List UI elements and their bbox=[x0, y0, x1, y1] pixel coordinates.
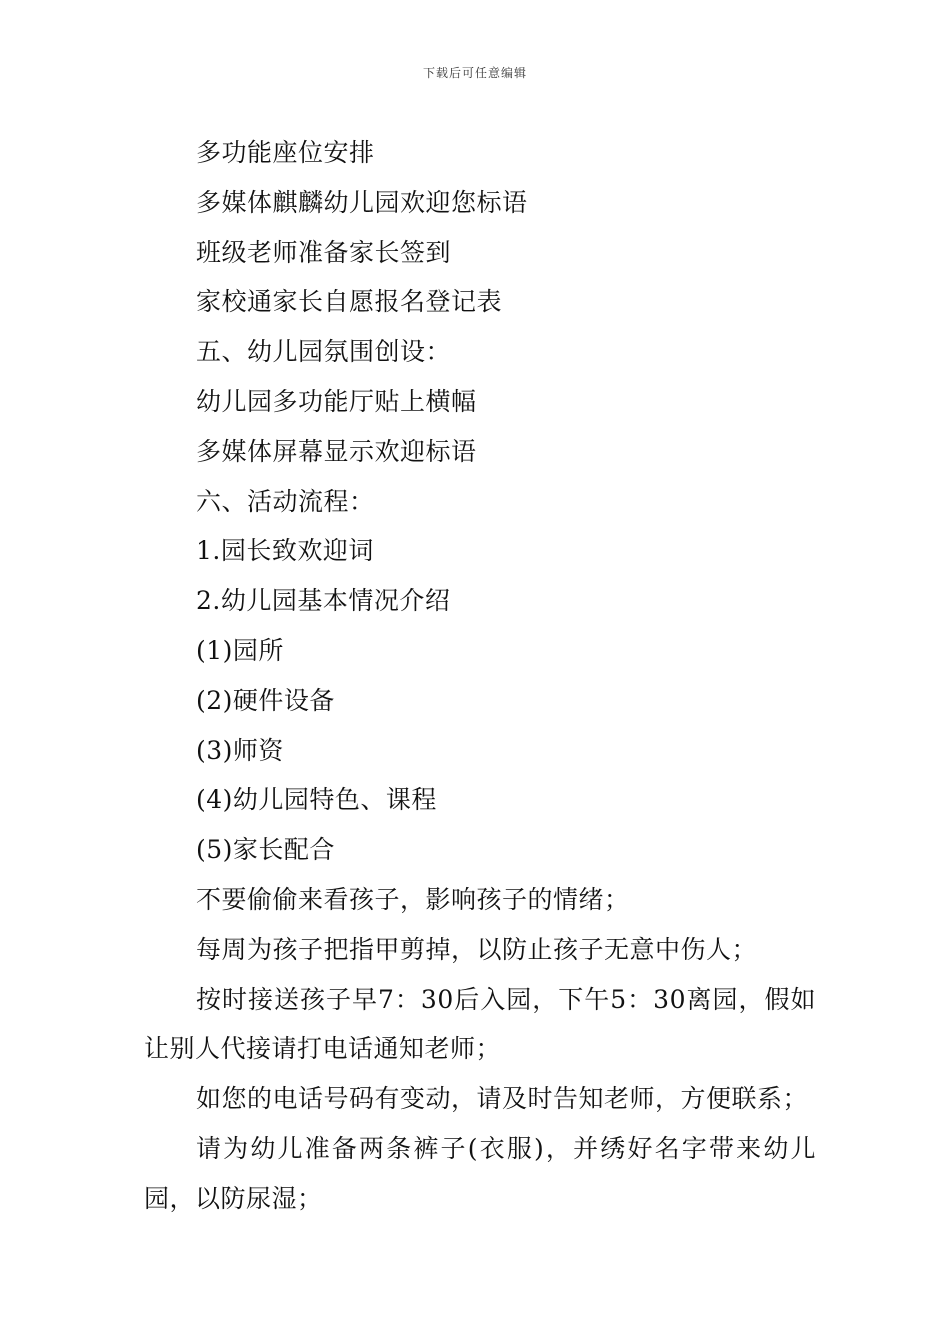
section-heading: 六、活动流程： bbox=[196, 486, 375, 516]
section-heading: 五、幼儿园氛围创设： bbox=[196, 337, 452, 367]
text-line: 每周为孩子把指甲剪掉，以防止孩子无意中伤人； bbox=[196, 934, 758, 964]
list-item: 2.幼儿园基本情况介绍 bbox=[196, 586, 451, 616]
list-item: (1)园所 bbox=[196, 635, 284, 665]
list-item: (4)幼儿园特色、课程 bbox=[196, 785, 437, 815]
text-line: 不要偷偷来看孩子，影响孩子的情绪； bbox=[196, 884, 630, 914]
text-line: 多功能座位安排 bbox=[196, 138, 375, 167]
list-item: (2)硬件设备 bbox=[196, 685, 335, 715]
text-line: 家校通家长自愿报名登记表 bbox=[196, 287, 503, 317]
paragraph: 如您的电话号码有变动，请及时告知老师，方便联系； bbox=[196, 1084, 809, 1114]
document-body bbox=[144, 128, 816, 1224]
paragraph: 按时接送孩子早7：30后入园，下午5：30离园，假如让别人代接请打电话通知老师； bbox=[144, 984, 816, 1064]
list-item: 1.园长致欢迎词 bbox=[196, 536, 374, 566]
text-line: 班级老师准备家长签到 bbox=[196, 237, 452, 267]
text-line: 幼儿园多功能厅贴上横幅 bbox=[196, 386, 477, 416]
list-item: (3)师资 bbox=[196, 735, 284, 765]
text-line: 多媒体屏幕显示欢迎标语 bbox=[196, 436, 477, 466]
page-header: 下载后可任意编辑 bbox=[422, 66, 527, 80]
list-item: (5)家长配合 bbox=[196, 835, 335, 865]
text-line: 多媒体麒麟幼儿园欢迎您标语 bbox=[196, 187, 528, 217]
paragraph: 请为幼儿准备两条裤子(衣服)，并绣好名字带来幼儿园，以防尿湿； bbox=[144, 1133, 816, 1213]
